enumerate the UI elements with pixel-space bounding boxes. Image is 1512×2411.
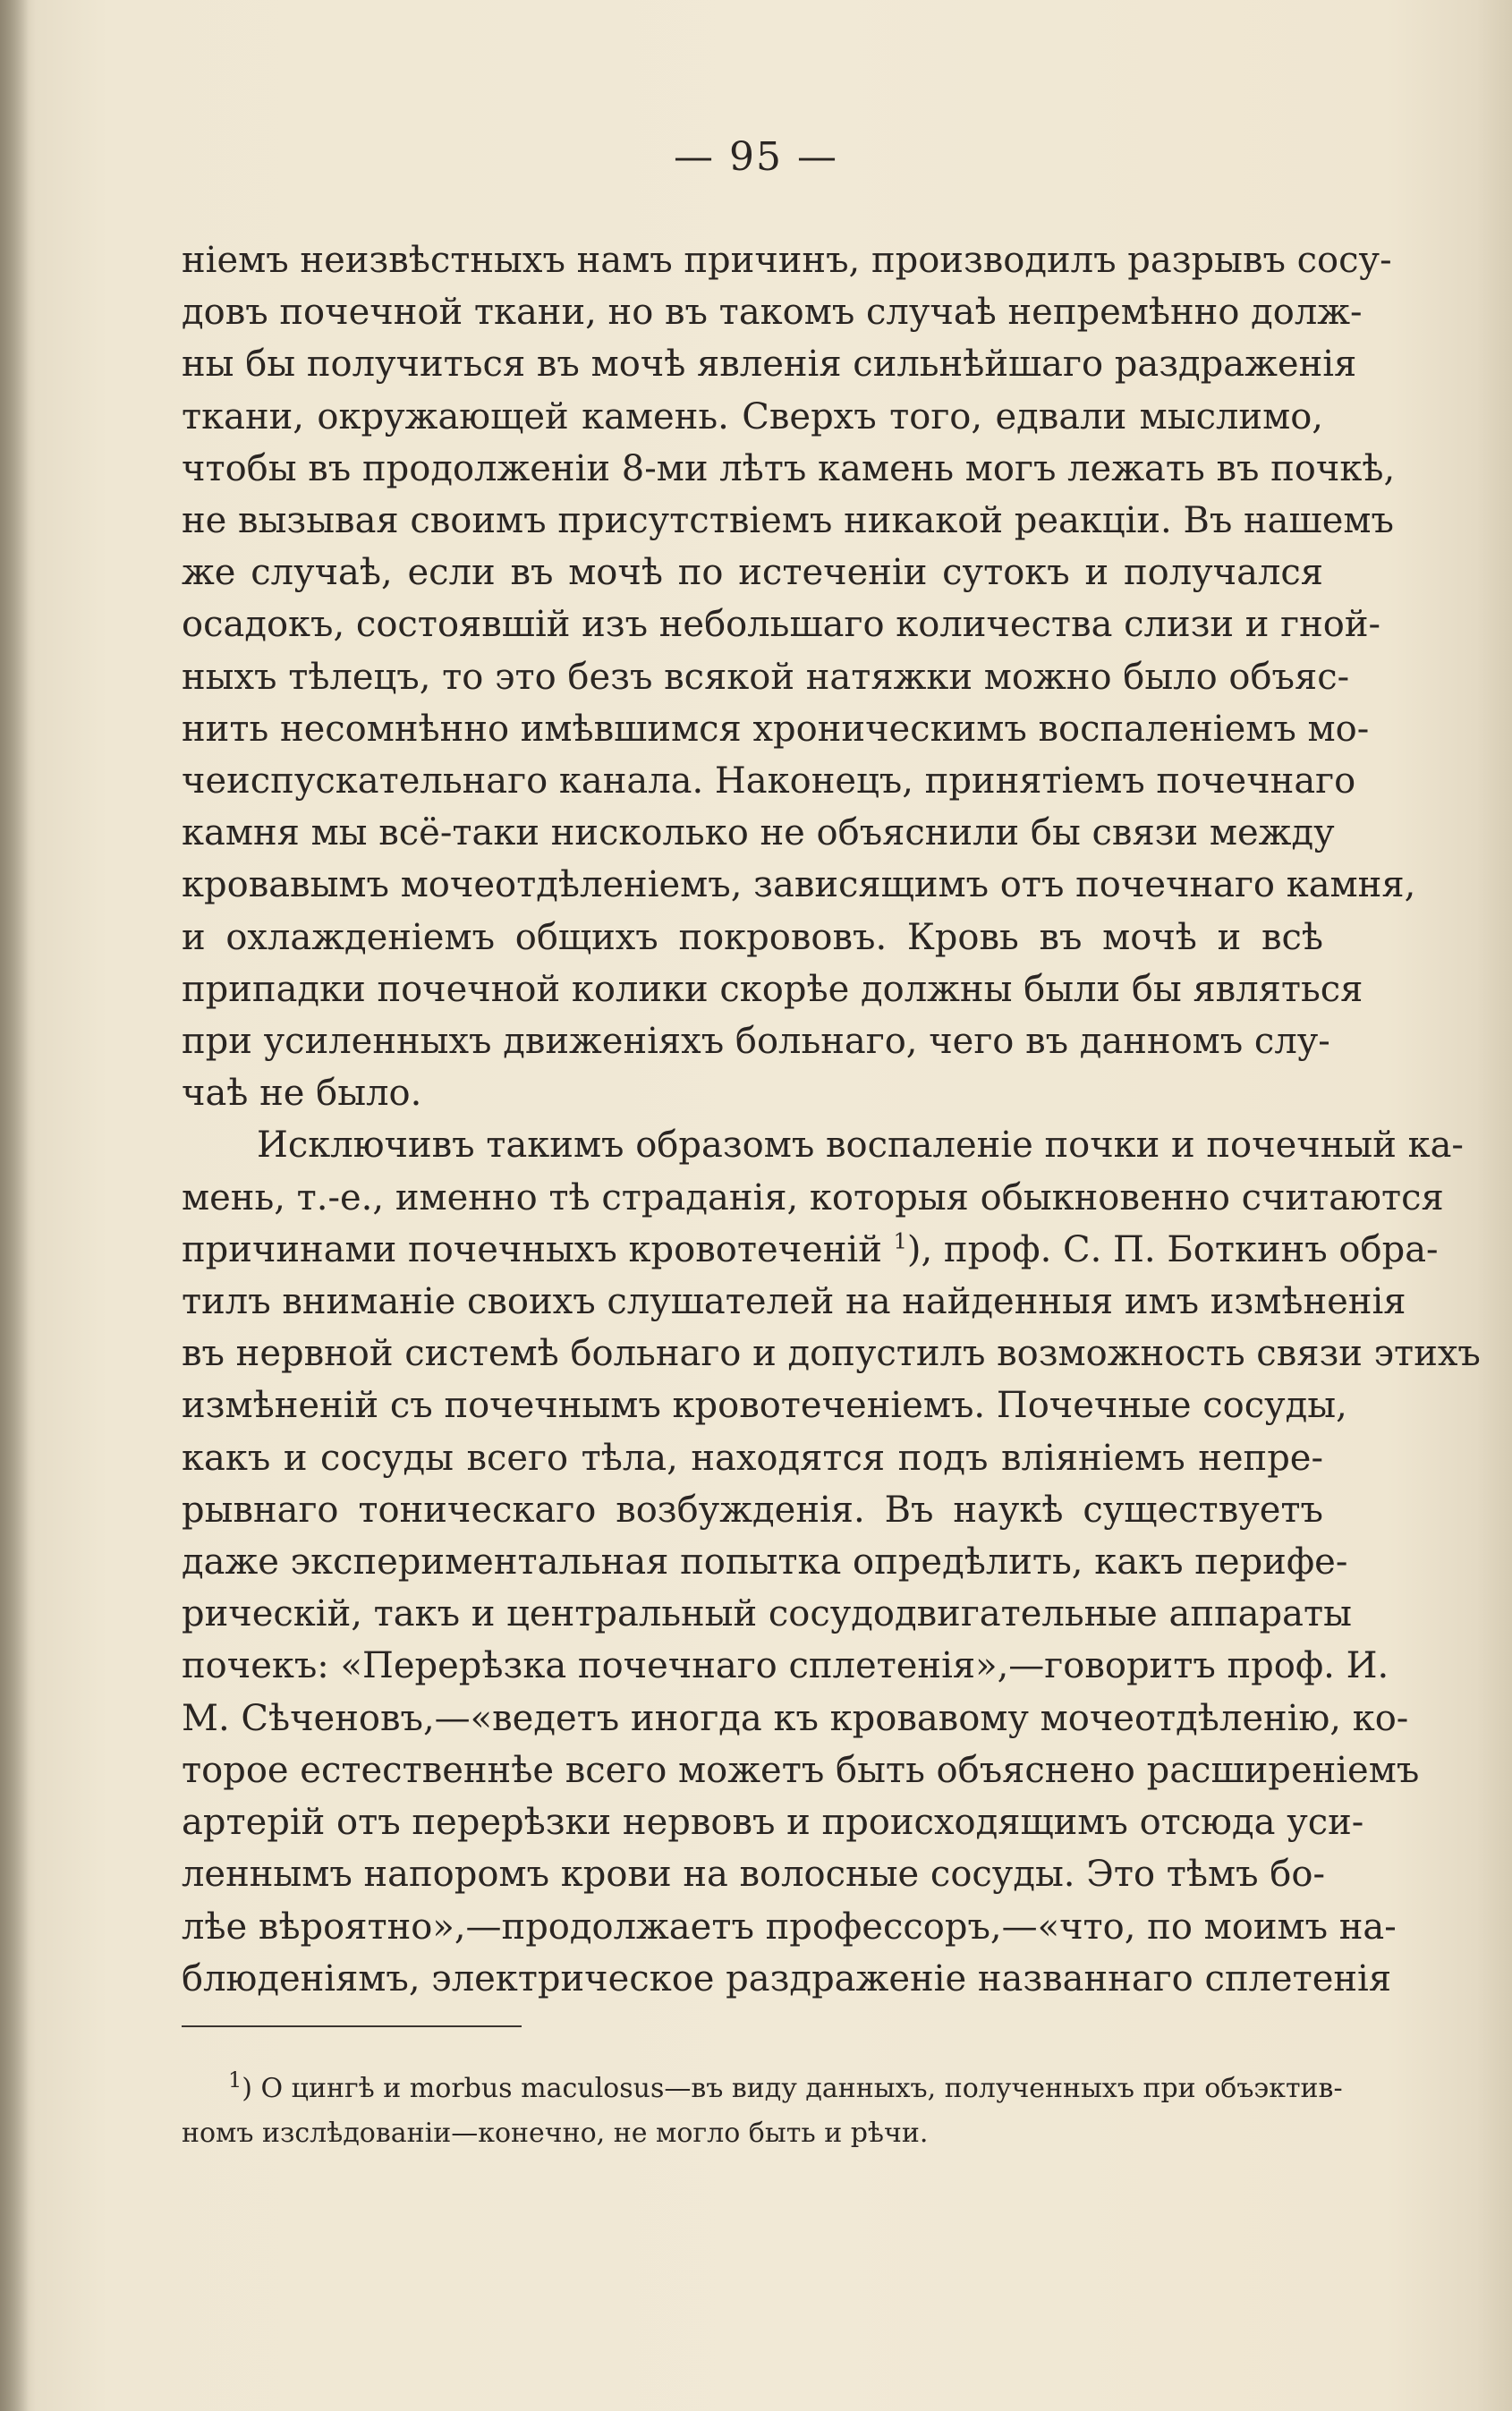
page-number: — 95 — <box>674 134 838 180</box>
text-line: ткани, окружающей камень. Сверхъ того, едвали мыслимо, <box>182 395 1323 437</box>
text-line: даже экспериментальная попытка опредѣлить, какъ перифе- <box>182 1541 1348 1583</box>
text-line: чаѣ не было. <box>182 1073 422 1115</box>
footnote-reference: 1 <box>893 1228 907 1254</box>
footnote <box>182 2067 1343 2156</box>
text-line: почекъ: «Перерѣзка почечнаго сплетенія»,—говоритъ проф. И. <box>182 1645 1389 1687</box>
text-line: же случаѣ, если въ мочѣ по истеченіи сутокъ и получался <box>182 552 1323 594</box>
text-line: торое естественнѣе всего можетъ быть объяснено расширеніемъ <box>182 1749 1420 1791</box>
text-line: довъ почечной ткани, но въ такомъ случаѣ непремѣнно долж- <box>182 292 1363 334</box>
footnote-text: ) О цингѣ и morbus maculosus—въ виду данныхъ, полученныхъ при объэктив- <box>242 2073 1343 2104</box>
text-line: осадокъ, состоявшій изъ небольшаго количества слизи и гной- <box>182 604 1381 646</box>
text-line: въ нервной системѣ больнаго и допустилъ возможность связи этихъ <box>182 1333 1481 1375</box>
text-line: чтобы въ продолженіи 8-ми лѣтъ камень могъ лежать въ почкѣ, <box>182 447 1396 489</box>
footnote-line <box>182 2067 1343 2111</box>
text-fragment: ), проф. С. П. Боткинъ обра- <box>906 1228 1439 1270</box>
text-line: тилъ вниманіе своихъ слушателей на найденныя имъ измѣненія <box>182 1281 1406 1323</box>
text-line: леннымъ напоромъ крови на волосные сосуды. Это тѣмъ бо- <box>182 1854 1325 1896</box>
text-line: мень, т.-е., именно тѣ страданія, которыя обыкновенно считаются <box>182 1176 1444 1218</box>
text-line: нить несомнѣнно имѣвшимся хроническимъ воспаленіемъ мо- <box>182 708 1370 750</box>
text-line: припадки почечной колики скорѣе должны были бы являться <box>182 968 1363 1010</box>
text-line: ны бы получиться въ мочѣ явленія сильнѣйшаго раздраженія <box>182 344 1357 386</box>
footnote-line: номъ изслѣдованіи—конечно, не могло быть и рѣчи. <box>182 2118 929 2149</box>
text-line: не вызывая своимъ присутствіемъ никакой реакціи. Въ нашемъ <box>182 500 1394 542</box>
footnote-marker: 1 <box>228 2067 242 2093</box>
footnote-divider <box>182 2025 522 2027</box>
page-edge-shadow <box>0 0 29 2411</box>
text-line: камня мы всё-таки нисколько не объяснили бы связи между <box>182 812 1335 854</box>
text-line: Исключивъ такимъ образомъ воспаленіе почки и почечный ка- <box>257 1125 1464 1167</box>
text-line: артерій отъ перерѣзки нервовъ и происходящимъ отсюда уси- <box>182 1802 1364 1844</box>
text-line: какъ и сосуды всего тѣла, находятся подъ вліяніемъ непре- <box>182 1437 1323 1479</box>
text-line: при усиленныхъ движеніяхъ больнаго, чего въ данномъ слу- <box>182 1021 1330 1063</box>
main-text <box>182 234 1481 2005</box>
text-line: рывнаго тоническаго возбужденія. Въ наукѣ существуетъ <box>182 1489 1323 1531</box>
text-line: ныхъ тѣлецъ, то это безъ всякой натяжки можно было объяс- <box>182 656 1350 698</box>
text-line: М. Сѣченовъ,—«ведетъ иногда къ кровавому мочеотдѣленію, ко- <box>182 1697 1409 1739</box>
text-line: блюденіямъ, электрическое раздраженіе названнаго сплетенія <box>182 1957 1392 1999</box>
text-fragment: причинами почечныхъ кровотеченій <box>182 1228 882 1270</box>
text-line: и охлажденіемъ общихъ покрововъ. Кровь въ мочѣ и всѣ <box>182 916 1323 958</box>
text-line: лѣе вѣроятно»,—продолжаетъ профессоръ,—«что, по моимъ на- <box>182 1906 1397 1948</box>
text-line: кровавымъ мочеотдѣленіемъ, зависящимъ отъ почечнаго камня, <box>182 864 1416 906</box>
text-line: измѣненій съ почечнымъ кровотеченіемъ. Почечные сосуды, <box>182 1385 1347 1427</box>
text-line: ніемъ неизвѣстныхъ намъ причинъ, производилъ разрывъ сосу- <box>182 240 1392 281</box>
text-line: чеиспускательнаго канала. Наконецъ, принятіемъ почечнаго <box>182 760 1356 802</box>
text-line-with-footnote-ref <box>182 1224 1439 1276</box>
text-line: рическій, такъ и центральный сосудодвигательные аппараты <box>182 1593 1352 1635</box>
